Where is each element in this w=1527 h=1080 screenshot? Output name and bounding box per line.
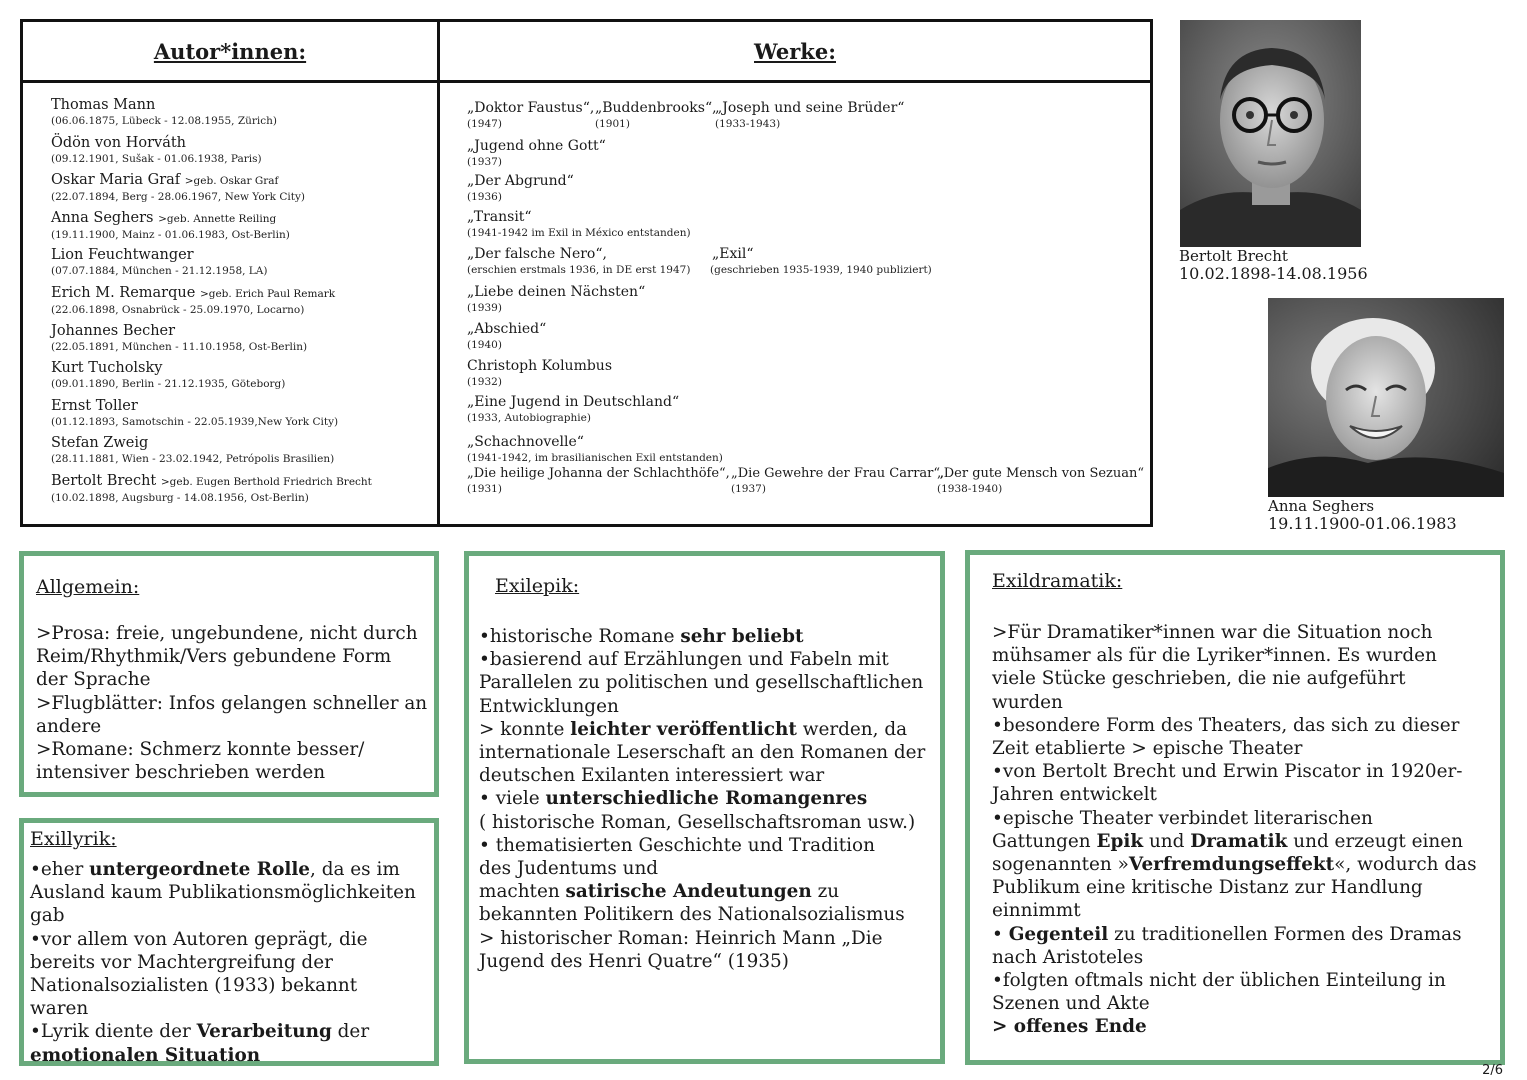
work-year: (1931): [467, 483, 502, 495]
work-entry: [467, 394, 679, 425]
work-year: (erschien erstmals 1936, in DE erst 1947): [467, 264, 691, 276]
author-name: Johannes Becher: [51, 322, 176, 339]
text-line: •vor allem von Autoren geprägt, die: [30, 928, 368, 950]
author-dates: (01.12.1893, Samotschin - 22.05.1939,New York City): [51, 415, 339, 428]
brecht-caption-name: Bertolt Brecht: [1179, 247, 1288, 265]
text-span: •: [992, 923, 1009, 945]
text-line: Reim/Rhythmik/Vers gebundene Form: [36, 646, 392, 668]
author-dates: (10.02.1898, Augsburg - 14.08.1956, Ost-Berlin): [51, 491, 309, 504]
author-dates: (22.06.1898, Osnabrück - 25.09.1970, Locarno): [51, 303, 305, 316]
text-line: gab: [30, 905, 65, 927]
work-title: „Der falsche Nero“,: [467, 246, 607, 262]
exildramatik-box: [965, 550, 1505, 1065]
text-line: •epische Theater verbindet literarischen: [992, 807, 1373, 829]
text-span: und erzeugt einen: [1287, 830, 1463, 852]
text-line: •von Bertolt Brecht und Erwin Piscator in 1920er-: [992, 761, 1463, 783]
text-line: Szenen und Akte: [992, 993, 1150, 1015]
text-span: zu traditionellen Formen des Dramas: [1108, 923, 1462, 945]
work-title: „Jugend ohne Gott“: [467, 138, 606, 154]
text-span: •historische Romane: [479, 626, 681, 647]
text-span: «, wodurch das: [1334, 854, 1477, 876]
work-title: „Buddenbrooks“,: [595, 100, 717, 116]
allgemein-title: Allgemein:: [36, 576, 140, 598]
text-line: des Judentums und: [479, 858, 659, 880]
exilepik-text: [479, 625, 944, 973]
work-entry: [467, 358, 612, 389]
author-entry: [51, 434, 431, 472]
author-birth-name: >geb. Annette Reiling: [158, 212, 277, 225]
text-span: und: [1143, 830, 1191, 852]
work-entry: [467, 434, 723, 465]
text-span: machten: [479, 881, 566, 903]
text-span: , da es im: [310, 859, 400, 880]
author-name: Ernst Toller: [51, 397, 138, 414]
brecht-photo: [1180, 20, 1361, 247]
author-name: Kurt Tucholsky: [51, 360, 163, 377]
text-line: [479, 718, 944, 741]
work-year: (1933-1943): [715, 118, 781, 130]
text-line: Entwicklungen: [479, 695, 619, 717]
author-dates: (28.11.1881, Wien - 23.02.1942, Petrópolis Brasilien): [51, 453, 335, 466]
author-birth-name: >geb. Eugen Berthold Friedrich Brecht: [160, 475, 372, 488]
author-name: Erich M. Remarque: [51, 284, 196, 301]
work-title: „Transit“: [467, 209, 532, 225]
work-entry: [467, 138, 606, 169]
allgemein-box: [19, 551, 439, 797]
author-name: Lion Feuchtwanger: [51, 247, 194, 264]
work-title: Christoph Kolumbus: [467, 358, 613, 374]
authors-works-table: [20, 19, 1153, 527]
text-bold: leichter veröffentlicht: [570, 718, 797, 740]
text-line: viele Stücke geschrieben, die nie aufgeführt: [992, 668, 1406, 690]
text-bold: Epik: [1096, 830, 1144, 852]
text-line: Jahren entwickelt: [992, 784, 1157, 806]
author-name: Ödön von Horváth: [51, 134, 187, 151]
text-span: sogenannten »: [992, 854, 1129, 876]
author-dates: (19.11.1900, Mainz - 01.06.1983, Ost-Berlin): [51, 228, 290, 241]
text-span: • viele: [479, 788, 546, 810]
text-line: Nationalsozialisten (1933) bekannt: [30, 975, 358, 997]
text-line: bekannten Politikern des Nationalsozialismus: [479, 904, 905, 926]
work-year: (geschrieben 1935-1939, 1940 publiziert): [710, 264, 932, 276]
work-entry: [467, 100, 594, 131]
work-entry: [731, 465, 944, 496]
work-year: (1941-1942 im Exil in México entstanden): [467, 227, 691, 239]
text-line: internationale Leserschaft an den Romanen der: [479, 742, 926, 764]
work-title: „Liebe deinen Nächsten“: [467, 284, 646, 300]
text-span: •Lyrik diente der: [30, 1021, 197, 1043]
author-name: Bertolt Brecht: [51, 472, 157, 489]
text-line: [479, 880, 944, 903]
work-entry: [715, 100, 904, 131]
author-dates: (22.07.1894, Berg - 28.06.1967, New York City): [51, 191, 306, 204]
author-entry: [51, 397, 431, 435]
text-line: [30, 858, 440, 881]
author-entry: [51, 134, 431, 172]
table-column-divider: [437, 22, 440, 524]
text-line: [30, 1044, 440, 1067]
work-title: „Exil“: [712, 246, 754, 262]
work-year: (1938-1940): [937, 483, 1003, 495]
text-bold: untergeordnete Rolle: [89, 859, 311, 880]
exildramatik-title: Exildramatik:: [992, 570, 1123, 592]
author-dates: (07.07.1884, München - 21.12.1958, LA): [51, 265, 268, 278]
authors-list: [51, 96, 431, 510]
work-entry: [467, 173, 574, 204]
author-entry: [51, 96, 431, 134]
exillyrik-title: Exillyrik:: [30, 828, 117, 850]
author-name: Anna Seghers: [51, 209, 154, 226]
works-list: [467, 22, 1157, 524]
work-year: (1947): [467, 118, 502, 130]
text-line: >Flugblätter: Infos gelangen schneller an: [36, 692, 428, 714]
text-line: > historischer Roman: Heinrich Mann „Die: [479, 927, 883, 949]
work-year: (1941-1942, im brasilianischen Exil entstanden): [467, 452, 723, 464]
seghers-caption-dates: 19.11.1900-01.06.1983: [1268, 514, 1457, 533]
work-year: (1937): [731, 483, 766, 495]
author-dates: (09.01.1890, Berlin - 21.12.1935, Göteborg): [51, 378, 286, 391]
text-line: >Für Dramatiker*innen war die Situation noch: [992, 622, 1433, 643]
work-entry: [937, 465, 1144, 496]
work-entry: [595, 100, 717, 131]
work-year: (1937): [467, 156, 502, 168]
work-title: „Die Gewehre der Frau Carrar“,: [731, 466, 945, 481]
text-span: •eher: [30, 859, 90, 880]
work-entry: [467, 321, 546, 352]
exillyrik-text: [30, 858, 440, 1067]
work-title: „Schachnovelle“: [467, 434, 584, 450]
exillyrik-box: [19, 818, 439, 1066]
author-name: Stefan Zweig: [51, 435, 149, 452]
author-name: Oskar Maria Graf: [51, 172, 181, 189]
author-birth-name: >geb. Erich Paul Remark: [199, 287, 336, 300]
text-line: [992, 923, 1502, 946]
work-entry: [467, 209, 691, 240]
text-line: deutschen Exilanten interessiert war: [479, 765, 825, 787]
page-number: 2/6: [1482, 1063, 1503, 1078]
text-bold: unterschiedliche Romangenres: [545, 788, 868, 810]
work-title: „Eine Jugend in Deutschland“: [467, 394, 680, 410]
text-line: Publikum eine kritische Distanz zur Handlung: [992, 877, 1423, 899]
exilepik-title: Exilepik:: [495, 575, 580, 597]
text-line: andere: [36, 715, 102, 737]
author-entry: [51, 246, 431, 284]
works-column-header: Werke:: [754, 38, 836, 64]
text-line: •basierend auf Erzählungen und Fabeln mit: [479, 649, 889, 671]
seghers-photo: [1268, 298, 1504, 497]
text-bold: satirische Andeutungen: [565, 881, 812, 903]
author-dates: (09.12.1901, Sušak - 01.06.1938, Paris): [51, 152, 262, 165]
author-birth-name: >geb. Oskar Graf: [184, 175, 279, 188]
text-bold: Dramatik: [1190, 830, 1288, 852]
text-line: [30, 1020, 440, 1043]
exildramatik-text: [992, 621, 1502, 1039]
text-line: •folgten oftmals nicht der üblichen Einteilung in: [992, 970, 1446, 992]
text-line: Zeit etablierte > epische Theater: [992, 738, 1303, 760]
text-bold: Gegenteil: [1008, 923, 1109, 945]
work-title: „Abschied“: [467, 321, 547, 337]
author-entry: [51, 209, 431, 247]
work-year: (1940): [467, 339, 502, 351]
text-line: >Prosa: freie, ungebundene, nicht durch: [36, 623, 418, 644]
text-line: nach Aristoteles: [992, 946, 1144, 968]
work-entry: [710, 246, 932, 277]
text-line: waren: [30, 998, 89, 1020]
work-entry: [467, 246, 690, 277]
text-line: mühsamer als für die Lyriker*innen. Es wurden: [992, 645, 1437, 667]
author-entry: [51, 472, 431, 510]
text-span: > konnte: [479, 718, 571, 740]
allgemein-text: [36, 622, 436, 784]
brecht-caption-dates: 10.02.1898-14.08.1956: [1179, 264, 1368, 283]
text-bold: sehr beliebt: [680, 626, 804, 647]
text-line: [479, 787, 944, 810]
author-entry: [51, 359, 431, 397]
author-entry: [51, 284, 431, 322]
author-name: Thomas Mann: [51, 97, 156, 113]
text-span: zu: [811, 881, 840, 903]
work-title: „Doktor Faustus“,: [467, 100, 595, 116]
text-span: werden, da: [796, 718, 908, 740]
work-title: „Der gute Mensch von Sezuan“: [937, 466, 1145, 481]
exilepik-box: [464, 551, 945, 1064]
text-line: Ausland kaum Publikationsmöglichkeiten: [30, 882, 416, 904]
text-line: • thematisierten Geschichte und Tradition: [479, 834, 875, 856]
text-line: >Romane: Schmerz konnte besser/: [36, 739, 365, 761]
author-entry: [51, 322, 431, 360]
text-bold: > offenes Ende: [992, 1016, 1147, 1038]
work-title: „Der Abgrund“: [467, 173, 574, 189]
author-entry: [51, 171, 431, 209]
work-title: „Joseph und seine Brüder“: [715, 100, 905, 116]
authors-column-header: Autor*innen:: [153, 38, 307, 64]
work-entry: [467, 284, 645, 315]
text-line: Jugend des Henri Quatre“ (1935): [479, 950, 789, 972]
work-entry: [467, 465, 730, 496]
text-line: [992, 1015, 1502, 1038]
text-line: [479, 625, 944, 648]
text-line: einnimmt: [992, 900, 1081, 922]
text-line: [992, 830, 1502, 853]
seghers-caption-name: Anna Seghers: [1268, 497, 1375, 515]
work-year: (1936): [467, 191, 502, 203]
text-bold: Verfremdungseffekt: [1128, 854, 1335, 876]
text-line: der Sprache: [36, 669, 151, 691]
work-year: (1939): [467, 302, 502, 314]
text-line: Parallelen zu politischen und gesellschaftlichen: [479, 672, 924, 694]
text-line: intensiver beschrieben werden: [36, 762, 326, 784]
text-line: ( historische Roman, Gesellschaftsroman usw.): [479, 811, 916, 833]
text-bold: emotionalen Situation: [30, 1044, 261, 1066]
work-title: „Die heilige Johanna der Schlachthöfe“,: [467, 466, 730, 481]
text-line: [992, 853, 1502, 876]
work-year: (1932): [467, 376, 502, 388]
author-dates: (06.06.1875, Lübeck - 12.08.1955, Zürich): [51, 115, 277, 127]
author-dates: (22.05.1891, München - 11.10.1958, Ost-Berlin): [51, 340, 308, 353]
text-line: •besondere Form des Theaters, das sich zu dieser: [992, 714, 1460, 736]
text-span: Gattungen: [992, 830, 1097, 852]
text-line: wurden: [992, 691, 1063, 713]
work-year: (1933, Autobiographie): [467, 412, 591, 424]
text-bold: Verarbeitung: [196, 1021, 332, 1043]
work-year: (1901): [595, 118, 630, 130]
text-line: bereits vor Machtergreifung der: [30, 951, 333, 973]
text-span: der: [331, 1021, 370, 1043]
